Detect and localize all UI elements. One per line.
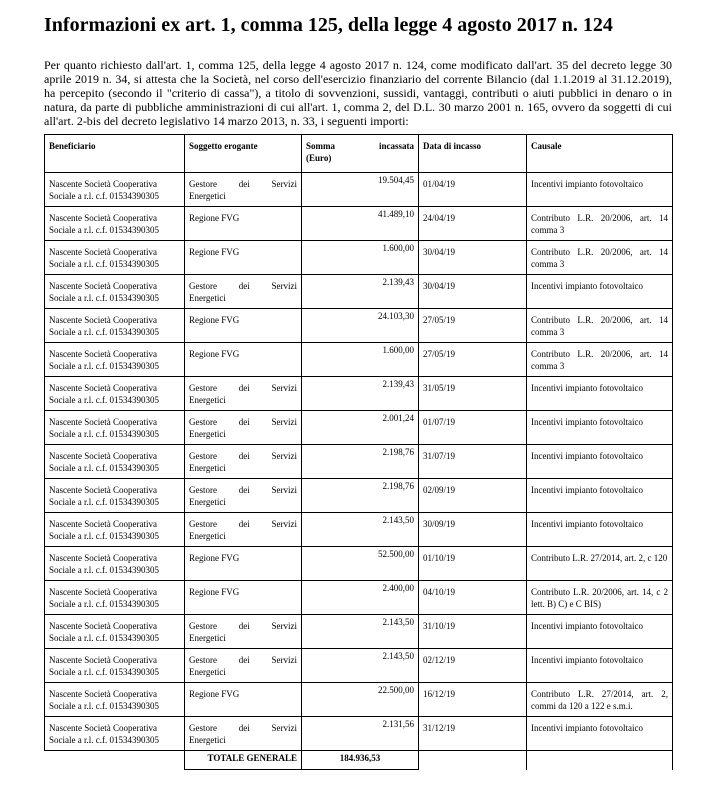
cell-beneficiario: Nascente Società Cooperativa Sociale a r.l. c.f. 01534390305 [45,513,185,547]
cell-beneficiario: Nascente Società Cooperativa Sociale a r.l. c.f. 01534390305 [45,275,185,309]
cell-data-incasso: 27/05/19 [419,309,527,343]
cell-beneficiario: Nascente Società Cooperativa Sociale a r.l. c.f. 01534390305 [45,649,185,683]
table-row [45,173,673,207]
cell-data-incasso: 30/04/19 [419,275,527,309]
cell-soggetto-erogante: Regione FVG [185,547,302,581]
cell-causale: Incentivi impianto fotovoltaico [527,513,673,547]
cell-soggetto-erogante: Gestore dei Servizi Energetici [185,275,302,309]
cell-soggetto-erogante: Gestore dei Servizi Energetici [185,377,302,411]
cell-soggetto-erogante: Gestore dei Servizi Energetici [185,717,302,751]
cell-data-incasso: 31/12/19 [419,717,527,751]
cell-data-incasso: 30/04/19 [419,241,527,275]
cell-data-incasso: 04/10/19 [419,581,527,615]
cell-soggetto-erogante: Gestore dei Servizi Energetici [185,513,302,547]
cell-beneficiario: Nascente Società Cooperativa Sociale a r.l. c.f. 01534390305 [45,207,185,241]
cell-soggetto-erogante: Regione FVG [185,309,302,343]
cell-beneficiario: Nascente Società Cooperativa Sociale a r.l. c.f. 01534390305 [45,241,185,275]
cell-data-incasso: 01/04/19 [419,173,527,207]
cell-data-incasso: 31/05/19 [419,377,527,411]
table-row [45,479,673,513]
cell-data-incasso: 31/10/19 [419,615,527,649]
cell-data-incasso: 31/07/19 [419,445,527,479]
cell-beneficiario: Nascente Società Cooperativa Sociale a r.l. c.f. 01534390305 [45,343,185,377]
cell-somma-incassata: 2.400,00 [302,581,419,615]
cell-causale: Contributo L.R. 20/2006, art. 14 comma 3 [527,343,673,377]
cell-causale: Contributo L.R. 20/2006, art. 14 comma 3 [527,309,673,343]
cell-somma-incassata: 41.489,10 [302,207,419,241]
cell-soggetto-erogante: Gestore dei Servizi Energetici [185,411,302,445]
table-row [45,411,673,445]
table-row [45,547,673,581]
cell-beneficiario: Nascente Società Cooperativa Sociale a r.l. c.f. 01534390305 [45,547,185,581]
cell-somma-incassata: 2.139,43 [302,377,419,411]
table-row [45,309,673,343]
cell-soggetto-erogante: Regione FVG [185,343,302,377]
total-blank-cell [419,751,527,770]
cell-somma-incassata: 52.500,00 [302,547,419,581]
cell-causale: Incentivi impianto fotovoltaico [527,173,673,207]
cell-somma-incassata: 2.131,56 [302,717,419,751]
cell-somma-incassata: 2.198,76 [302,445,419,479]
cell-causale: Incentivi impianto fotovoltaico [527,479,673,513]
cell-beneficiario: Nascente Società Cooperativa Sociale a r.l. c.f. 01534390305 [45,309,185,343]
cell-causale: Contributo L.R. 20/2006, art. 14, c 2 lett. B) C) e C BIS) [527,581,673,615]
cell-causale: Contributo L.R. 27/2014, art. 2, commi da 120 a 122 e s.m.i. [527,683,673,717]
cell-causale: Contributo L.R. 20/2006, art. 14 comma 3 [527,241,673,275]
table-row [45,207,673,241]
table-row [45,717,673,751]
cell-somma-incassata: 2.143,50 [302,649,419,683]
total-row [45,751,673,770]
table-row [45,683,673,717]
cell-somma-incassata: 2.198,76 [302,479,419,513]
total-blank-cell-end [527,751,673,770]
cell-soggetto-erogante: Gestore dei Servizi Energetici [185,479,302,513]
header-somma-incassata [302,135,419,173]
cell-beneficiario: Nascente Società Cooperativa Sociale a r.l. c.f. 01534390305 [45,377,185,411]
intro-paragraph: Per quanto richiesto dall'art. 1, comma 125, della legge 4 agosto 2017 n. 124, come modificato dall'art. 35 del decreto legge 30 aprile 2019 n. 34, si attesta che la Società, nel corso dell'esercizio finanziario del corrente Bilancio (dal 1.1.2019 al 31.12.2019), ha percepito (secondo il "criterio di cassa"), a titolo di sovvenzioni, sussidi, vantaggi, contributi o aiuti pubblici in denaro o in natura, da parte di pubbliche amministrazioni di cui all'art. 1, comma 2, del D.L. 30 marzo 2001 n. 165, ovvero da soggetti di cui all'art. 2-bis del decreto legislativo 14 marzo 2013, n. 33, i seguenti importi: [44,58,672,128]
cell-somma-incassata: 2.143,50 [302,615,419,649]
cell-soggetto-erogante: Regione FVG [185,581,302,615]
header-incassata-word: incassata [378,141,414,151]
cell-causale: Contributo L.R. 20/2006, art. 14 comma 3 [527,207,673,241]
cell-data-incasso: 27/05/19 [419,343,527,377]
cell-somma-incassata: 2.001,24 [302,411,419,445]
cell-beneficiario: Nascente Società Cooperativa Sociale a r.l. c.f. 01534390305 [45,581,185,615]
cell-data-incasso: 16/12/19 [419,683,527,717]
cell-somma-incassata: 19.504,45 [302,173,419,207]
cell-causale: Incentivi impianto fotovoltaico [527,717,673,751]
cell-beneficiario: Nascente Società Cooperativa Sociale a r.l. c.f. 01534390305 [45,683,185,717]
cell-causale: Incentivi impianto fotovoltaico [527,445,673,479]
header-somma-word: Somma [306,141,335,151]
cell-data-incasso: 24/04/19 [419,207,527,241]
cell-data-incasso: 02/12/19 [419,649,527,683]
table-header-row [45,135,673,173]
grants-table [44,134,673,770]
table-row [45,513,673,547]
cell-somma-incassata: 2.139,43 [302,275,419,309]
table-row [45,377,673,411]
cell-data-incasso: 01/07/19 [419,411,527,445]
cell-causale: Incentivi impianto fotovoltaico [527,377,673,411]
table-row [45,581,673,615]
cell-causale: Incentivi impianto fotovoltaico [527,615,673,649]
header-data-incasso: Data di incasso [419,135,527,173]
cell-soggetto-erogante: Regione FVG [185,207,302,241]
table-row [45,649,673,683]
cell-causale: Contributo L.R. 27/2014, art. 2, c 120 [527,547,673,581]
header-euro-unit: (Euro) [306,153,332,163]
cell-beneficiario: Nascente Società Cooperativa Sociale a r.l. c.f. 01534390305 [45,173,185,207]
table-row [45,241,673,275]
table-row [45,343,673,377]
cell-soggetto-erogante: Regione FVG [185,241,302,275]
cell-somma-incassata: 22.500,00 [302,683,419,717]
header-beneficiario: Beneficiario [45,135,185,173]
table-row [45,275,673,309]
page-title: Informazioni ex art. 1, comma 125, della legge 4 agosto 2017 n. 124 [44,14,613,36]
cell-somma-incassata: 24.103,30 [302,309,419,343]
table-row [45,445,673,479]
total-spacer-cell [45,751,185,770]
header-causale: Causale [527,135,673,173]
cell-causale: Incentivi impianto fotovoltaico [527,411,673,445]
table-row [45,615,673,649]
cell-data-incasso: 01/10/19 [419,547,527,581]
cell-somma-incassata: 1.600,00 [302,241,419,275]
cell-beneficiario: Nascente Società Cooperativa Sociale a r.l. c.f. 01534390305 [45,411,185,445]
cell-data-incasso: 02/09/19 [419,479,527,513]
cell-beneficiario: Nascente Società Cooperativa Sociale a r.l. c.f. 01534390305 [45,479,185,513]
cell-soggetto-erogante: Gestore dei Servizi Energetici [185,615,302,649]
cell-soggetto-erogante: Gestore dei Servizi Energetici [185,649,302,683]
cell-beneficiario: Nascente Società Cooperativa Sociale a r.l. c.f. 01534390305 [45,445,185,479]
total-label: TOTALE GENERALE [185,751,302,770]
cell-somma-incassata: 1.600,00 [302,343,419,377]
cell-beneficiario: Nascente Società Cooperativa Sociale a r.l. c.f. 01534390305 [45,717,185,751]
cell-soggetto-erogante: Gestore dei Servizi Energetici [185,445,302,479]
cell-somma-incassata: 2.143,50 [302,513,419,547]
cell-data-incasso: 30/09/19 [419,513,527,547]
cell-causale: Incentivi impianto fotovoltaico [527,649,673,683]
header-soggetto-erogante: Soggetto erogante [185,135,302,173]
cell-soggetto-erogante: Regione FVG [185,683,302,717]
total-value: 184.936,53 [302,751,419,770]
cell-causale: Incentivi impianto fotovoltaico [527,275,673,309]
cell-soggetto-erogante: Gestore dei Servizi Energetici [185,173,302,207]
cell-beneficiario: Nascente Società Cooperativa Sociale a r.l. c.f. 01534390305 [45,615,185,649]
